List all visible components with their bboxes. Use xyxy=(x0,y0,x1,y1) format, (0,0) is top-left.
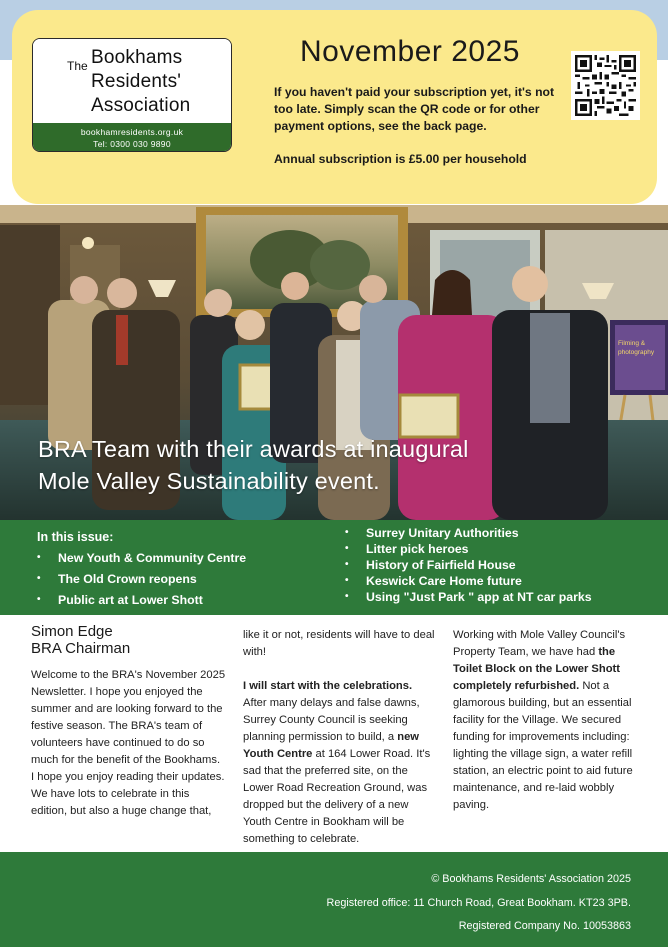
list-item: • Keswick Care Home future xyxy=(345,572,592,590)
text-run: at 164 Lower Road. It's sad that the preferred site, on the Lower Road Recreation Ground, was dropped but the delivery of a new Youth Centre in Bookham will be something to celebrate. xyxy=(243,748,431,845)
text-run: Working with Mole Valley Council's Property Team, we have had xyxy=(453,629,626,658)
logo-line-2: Residents' xyxy=(91,71,182,92)
list-item: • New Youth & Community Centre xyxy=(37,549,246,567)
bold-lead: I will start with the celebrations. xyxy=(243,680,413,692)
footer-copyright: © Bookhams Residents' Association 2025 xyxy=(431,873,631,885)
paragraph: Welcome to the BRA's November 2025 Newsletter. I hope you enjoyed the summer and are looking forward to the festive season. The BRA's team of volunteers have continued to do so much for the benefit of the Bookhams. I hope you enjoy reading their updates. xyxy=(31,669,226,783)
logo-prefix: The xyxy=(67,59,88,73)
footer-registered-office: Registered office: 11 Church Road, Great Bookham. KT23 3PB. xyxy=(326,897,631,909)
list-item: • History of Fairfield House xyxy=(345,556,592,574)
article-column-3 xyxy=(453,627,643,814)
footer-band xyxy=(0,852,668,947)
qr-code-icon[interactable] xyxy=(571,51,640,120)
text-run: After many delays and false dawns, Surrey County Council is seeking planning permission to build, a xyxy=(243,697,420,743)
issue-list-left xyxy=(37,549,246,612)
author-title: BRA Chairman xyxy=(31,640,131,657)
paragraph xyxy=(453,627,643,814)
poster-text: Filming & xyxy=(618,340,646,347)
association-logo xyxy=(32,38,232,152)
subscription-message: If you haven't paid your subscription yet, it's not too late. Simply scan the QR code or for other payment options, see the back page. xyxy=(274,85,555,133)
list-item: • Litter pick heroes xyxy=(345,540,592,558)
list-item: • Surrey Unitary Authorities xyxy=(345,524,592,542)
paragraph: We have lots to celebrate in this edition, but also a huge change that, xyxy=(31,788,212,817)
logo-contact-bar xyxy=(33,123,231,152)
logo-wordmark xyxy=(33,39,231,123)
svg-text:photography: photography xyxy=(618,349,655,356)
logo-line-1: Bookhams xyxy=(91,47,183,68)
text-run: Not a glamorous building, but an essential facility for the Village. We secured funding for improvements including: lighting the village sign, a water refill station, an electric point to aid future maintenance, and re-laid wobbly paving. xyxy=(453,680,633,811)
issue-title: November 2025 xyxy=(300,35,520,68)
list-item: • Using "Just Park " app at NT car parks xyxy=(345,588,592,606)
caption-line-1: BRA Team with their awards at inaugural xyxy=(38,436,469,462)
issue-list-right xyxy=(345,524,592,604)
caption-line-2: Mole Valley Sustainability event. xyxy=(38,468,380,494)
article-column-1 xyxy=(31,623,226,820)
article-column-2 xyxy=(243,627,438,848)
bold-text: new Youth Centre xyxy=(243,731,419,760)
logo-line-3: Association xyxy=(91,95,191,116)
list-item: • The Old Crown reopens xyxy=(37,570,246,588)
annual-subscription-note: Annual subscription is £5.00 per household xyxy=(274,152,527,166)
in-this-issue-heading: In this issue: xyxy=(37,530,114,544)
list-item: • Public art at Lower Shott xyxy=(37,591,246,609)
bold-text: the Toilet Block on the Lower Shott completely refurbished. xyxy=(453,646,620,692)
in-this-issue-band xyxy=(0,520,668,615)
photo-caption-text xyxy=(38,433,538,497)
logo-phone: Tel: 0300 030 9890 xyxy=(93,139,171,149)
paragraph: like it or not, residents will have to deal with! xyxy=(243,629,435,658)
paragraph xyxy=(243,678,438,848)
footer-company-number: Registered Company No. 10053863 xyxy=(458,920,631,932)
logo-website: bookhamresidents.org.uk xyxy=(80,127,184,137)
author-name: Simon Edge xyxy=(31,623,113,640)
